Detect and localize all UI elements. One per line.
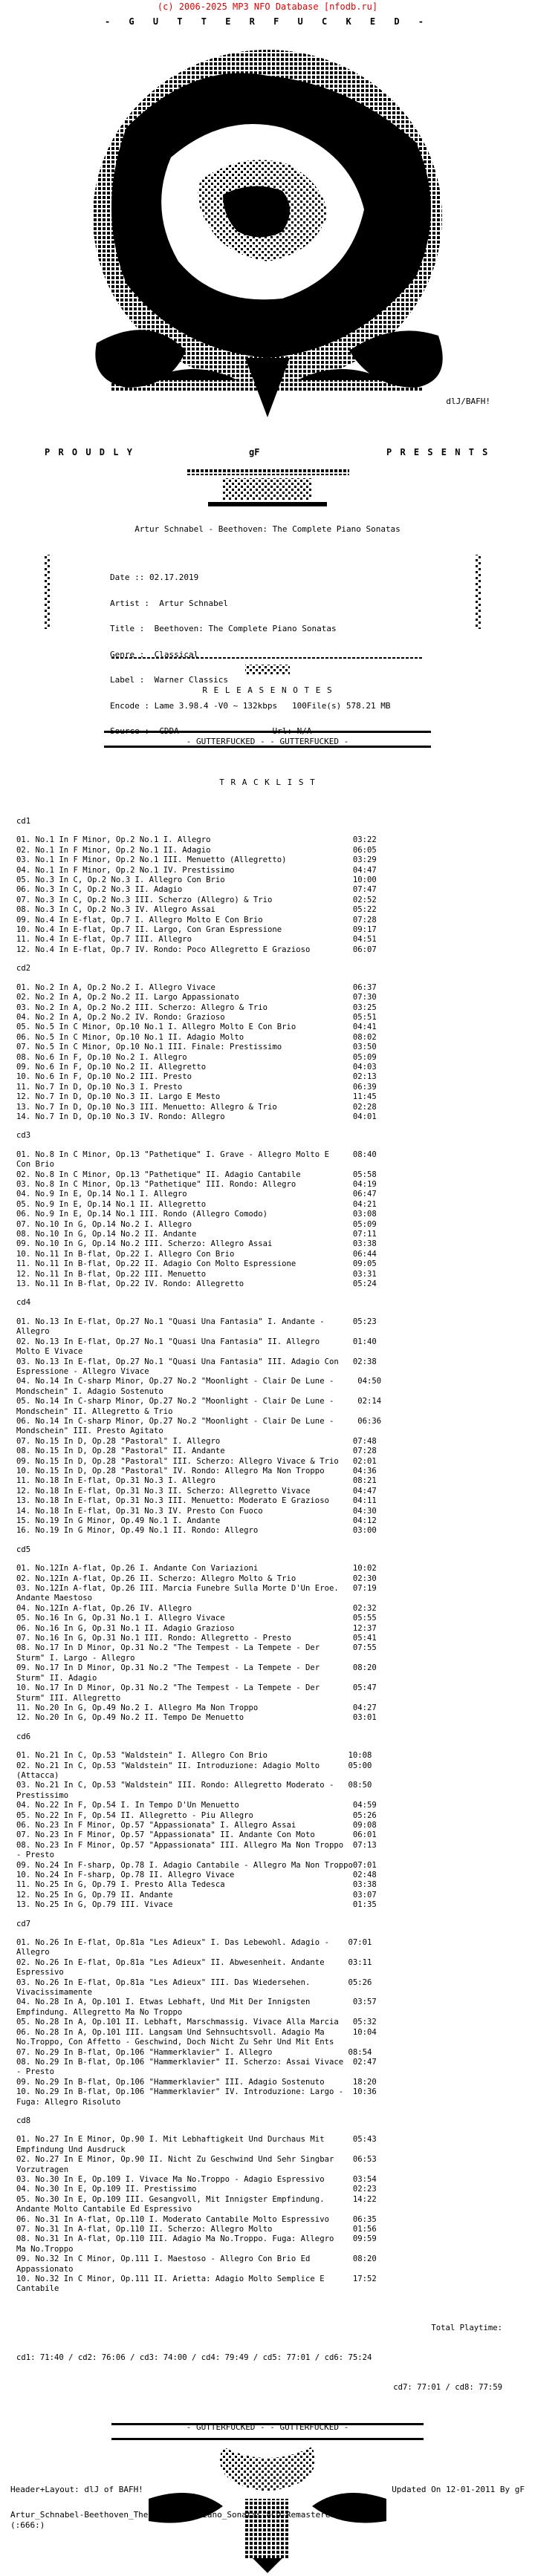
bottom-art-icon xyxy=(0,2417,535,2573)
track-row: Ma No.Troppo xyxy=(16,2244,74,2254)
track-row: 09. No.24 In F-sharp, Op.78 I. Adagio Cantabile - Allegro Ma Non Troppo07:01 xyxy=(16,1860,377,1870)
track-row: Prestissimo xyxy=(16,1790,69,1800)
footer-credit: Header+Layout: dlJ of BAFH! xyxy=(10,2485,143,2494)
track-row: 07. No.15 In D, Op.28 "Pastoral" I. Allegro 07:48 xyxy=(16,1436,377,1446)
track-row: 09. No.10 In G, Op.14 No.2 III. Scherzo: Allegro Assai 03:38 xyxy=(16,1239,377,1249)
track-row: 10. No.29 In B-flat, Op.106 "Hammerklavier" IV. Introduzione: Largo - 10:36 xyxy=(16,2087,377,2097)
total-line-2: cd7: 77:01 / cd8: 77:59 xyxy=(393,2383,502,2393)
track-row: 08. No.17 In D Minor, Op.31 No.2 "The Tempest - La Tempete - Der 07:55 xyxy=(16,1643,377,1653)
disc-block xyxy=(0,1298,535,1536)
release-artist: Artist : Artur Schnabel xyxy=(110,598,228,608)
track-row: 01. No.1 In F Minor, Op.2 No.1 I. Allegro 03:22 xyxy=(16,835,377,845)
track-row: Allegro xyxy=(16,1948,50,1957)
release-date: Date :: 02.17.2019 xyxy=(110,573,199,582)
track-row: 12. No.18 In E-flat, Op.31 No.3 II. Scherzo: Allegretto Vivace 04:47 xyxy=(16,1486,377,1496)
disc-block xyxy=(0,1131,535,1289)
track-row: 08. No.23 In F Minor, Op.57 "Appassionata" III. Allegro Ma Non Troppo 07:13 xyxy=(16,1840,377,1850)
track-row: 11. No.20 In G, Op.49 No.2 I. Allegro Ma Non Troppo 04:27 xyxy=(16,1703,377,1712)
track-row: 04. No.2 In A, Op.2 No.2 IV. Rondo: Grazioso 05:51 xyxy=(16,1012,377,1022)
track-row: 05. No.3 In C, Op.2 No.3 I. Allegro Con Brio 10:00 xyxy=(16,875,377,885)
disc-label: cd8 xyxy=(16,2116,31,2125)
track-row: 01. No.27 In E Minor, Op.90 I. Mit Lebhaftigkeit Und Durchaus Mit 05:43 xyxy=(16,2135,377,2145)
track-row: 06. No.5 In C Minor, Op.10 No.1 II. Adagio Molto 08:02 xyxy=(16,1032,377,1042)
track-row: 02. No.2 In A, Op.2 No.2 II. Largo Appassionato 07:30 xyxy=(16,993,377,1002)
release-label: Label : Warner Classics xyxy=(110,675,228,685)
track-row: 04. No.28 In A, Op.101 I. Etwas Lebhaft, Und Mit Der Innigsten 03:57 xyxy=(16,1998,377,2007)
disc-label: cd5 xyxy=(16,1545,31,1554)
track-row: 07. No.29 In B-flat, Op.106 "Hammerklavier" I. Allegro 08:54 xyxy=(16,2047,372,2057)
presents-label: P R E S E N T S xyxy=(386,447,490,457)
track-row: Sturm" II. Adagio xyxy=(16,1673,97,1683)
track-row: 04. No.1 In F Minor, Op.2 No.1 IV. Prestissimo 04:47 xyxy=(16,865,377,875)
track-row: 09. No.29 In B-flat, Op.106 "Hammerklavier" III. Adagio Sostenuto 18:20 xyxy=(16,2077,377,2087)
track-row: Sturm" III. Allegretto xyxy=(16,1693,121,1703)
track-row: Empfindung Und Ausdruck xyxy=(16,2145,126,2154)
track-row: 05. No.14 In C-sharp Minor, Op.27 No.2 "Moonlight - Clair De Lune - 02:14 xyxy=(16,1397,382,1406)
track-row: 11. No.7 In D, Op.10 No.3 I. Presto 06:39 xyxy=(16,1082,377,1092)
track-row: 10. No.24 In F-sharp, Op.78 II. Allegro Vivace 02:48 xyxy=(16,1871,377,1879)
track-row: Molto E Vivace xyxy=(16,1347,83,1357)
track-row: 10. No.17 In D Minor, Op.31 No.2 "The Tempest - La Tempete - Der 05:47 xyxy=(16,1683,377,1693)
track-row: 09. No.32 In C Minor, Op.111 I. Maestoso - Allegro Con Brio Ed 08:20 xyxy=(16,2254,377,2264)
track-row: Mondschein" III. Presto Agitato xyxy=(16,1426,163,1436)
track-row: 11. No.4 In E-flat, Op.7 III. Allegro 04:51 xyxy=(16,935,377,945)
track-row: Sturm" I. Largo - Allegro xyxy=(16,1653,135,1663)
track-row: Mondschein" II. Allegretto & Trio xyxy=(16,1406,173,1416)
footer-updated: Updated On 12-01-2011 By gF xyxy=(392,2485,525,2494)
track-row: Allegro xyxy=(16,1327,50,1337)
track-row: 05. No.22 In F, Op.54 II. Allegretto - Piu Allegro 05:26 xyxy=(16,1810,377,1820)
disc-block xyxy=(0,2116,535,2295)
track-row: 09. No.6 In F, Op.10 No.2 II. Allegretto 04:03 xyxy=(16,1062,377,1072)
track-row: 03. No.21 In C, Op.53 "Waldstein" III. Rondo: Allegretto Moderato - 08:50 xyxy=(16,1781,372,1790)
track-row: 07. No.10 In G, Op.14 No.2 I. Allegro 05:09 xyxy=(16,1219,377,1229)
track-row: 02. No.13 In E-flat, Op.27 No.1 "Quasi Una Fantasia" II. Allegro 01:40 xyxy=(16,1337,377,1346)
copyright-link[interactable]: (c) 2006-2025 MP3 NFO Database [nfodb.ru] xyxy=(157,1,378,12)
track-row: 01. No.2 In A, Op.2 No.2 I. Allegro Vivace 06:37 xyxy=(16,982,377,992)
track-row: 06. No.31 In A-flat, Op.110 I. Moderato Cantabile Molto Espressivo 06:35 xyxy=(16,2214,377,2224)
presents-line xyxy=(0,443,535,465)
track-row: 09. No.4 In E-flat, Op.7 I. Allegro Molto E Con Brio 07:28 xyxy=(16,915,377,925)
track-row: 08. No.10 In G, Op.14 No.2 II. Andante 07:11 xyxy=(16,1230,377,1239)
disc-label: cd2 xyxy=(16,964,31,974)
track-row: 02. No.12In A-flat, Op.26 II. Scherzo: Allegro Molto & Trio 02:30 xyxy=(16,1574,377,1583)
art-tag: dlJ/BAFH! xyxy=(446,397,490,406)
disc-label: cd3 xyxy=(16,1131,31,1141)
tracklist xyxy=(0,817,535,2295)
track-row: 10. No.4 In E-flat, Op.7 II. Largo, Con Gran Espressione 09:17 xyxy=(16,925,377,935)
track-row: 07. No.31 In A-flat, Op.110 II. Scherzo: Allegro Molto 01:56 xyxy=(16,2225,377,2234)
track-row: 05. No.30 In E, Op.109 III. Gesangvoll, Mit Innigster Empfindung. 14:22 xyxy=(16,2194,377,2204)
track-row: 12. No.7 In D, Op.10 No.3 II. Largo E Mesto 11:45 xyxy=(16,1092,377,1102)
track-row: 14. No.7 In D, Op.10 No.3 IV. Rondo: Allegro 04:01 xyxy=(16,1112,377,1121)
track-row: 03. No.12In A-flat, Op.26 III. Marcia Funebre Sulla Morte D'Un Eroe. 07:19 xyxy=(16,1584,377,1594)
track-row: 15. No.19 In G Minor, Op.49 No.1 I. Andante 04:12 xyxy=(16,1516,377,1525)
disc-label: cd6 xyxy=(16,1732,31,1741)
track-row: 16. No.19 In G Minor, Op.49 No.1 II. Rondo: Allegro 03:00 xyxy=(16,1526,377,1536)
track-row: 06. No.3 In C, Op.2 No.3 II. Adagio 07:47 xyxy=(16,885,377,895)
track-row: 01. No.21 In C, Op.53 "Waldstein" I. Allegro Con Brio 10:08 xyxy=(16,1751,372,1761)
track-row: 13. No.7 In D, Op.10 No.3 III. Menuetto: Allegro & Trio 02:28 xyxy=(16,1102,377,1112)
total-line: cd1: 71:40 / cd2: 76:06 / cd3: 74:00 / cd4: 79:49 / cd5: 77:01 / cd6: 75:24 xyxy=(16,2352,372,2362)
track-row: 01. No.8 In C Minor, Op.13 "Pathetique" I. Grave - Allegro Molto E 08:40 xyxy=(16,1150,377,1159)
release-encode: Encode : Lame 3.98.4 -V0 ~ 132kbps 100File(s) 578.21 MB xyxy=(110,700,391,711)
track-row: 11. No.25 In G, Op.79 I. Presto Alla Tedesca 03:38 xyxy=(16,1880,377,1890)
track-row: 01. No.13 In E-flat, Op.27 No.1 "Quasi Una Fantasia" I. Andante - 05:23 xyxy=(16,1317,377,1326)
track-row: 04. No.12In A-flat, Op.26 IV. Allegro 02:32 xyxy=(16,1603,377,1613)
track-row: Mondschein" I. Adagio Sostenuto xyxy=(16,1386,163,1396)
track-row: 02. No.8 In C Minor, Op.13 "Pathetique" II. Adagio Cantabile 05:58 xyxy=(16,1170,377,1179)
release-source: Source : CDDA Url: N/A xyxy=(110,726,312,736)
release-genre: Genre : Classical xyxy=(110,649,199,659)
track-row: 14. No.18 In E-flat, Op.31 No.3 IV. Presto Con Fuoco 04:30 xyxy=(16,1506,377,1516)
disc-block xyxy=(0,1920,535,2107)
disc-label: cd1 xyxy=(16,817,31,826)
release-notes-heading: R E L E A S E N O T E S xyxy=(202,685,333,695)
track-row: 03. No.13 In E-flat, Op.27 No.1 "Quasi Una Fantasia" III. Adagio Con 02:38 xyxy=(16,1357,377,1366)
track-row: 08. No.31 In A-flat, Op.110 III. Adagio Ma No.Troppo. Fuga: Allegro 09:59 xyxy=(16,2234,377,2244)
rose-art-icon xyxy=(0,31,535,432)
disc-label: cd4 xyxy=(16,1298,31,1308)
track-row: 07. No.16 In G, Op.31 No.1 III. Rondo: Allegretto - Presto 05:41 xyxy=(16,1634,377,1643)
track-row: Espressione - Allegro Vivace xyxy=(16,1366,149,1376)
track-row: 12. No.25 In G, Op.79 II. Andante 03:07 xyxy=(16,1890,377,1900)
track-row: 02. No.21 In C, Op.53 "Waldstein" II. Introduzione: Adagio Molto 05:00 xyxy=(16,1761,372,1770)
tracklist-heading: T R A C K L I S T xyxy=(219,777,316,787)
track-row: 01. No.26 In E-flat, Op.81a "Les Adieux" I. Das Lebewohl. Adagio - 07:01 xyxy=(16,1938,372,1948)
track-row: 01. No.12In A-flat, Op.26 I. Andante Con Variazioni 10:02 xyxy=(16,1564,377,1574)
track-row: Andante Molto Cantabile Ed Espressivo xyxy=(16,2205,192,2214)
track-row: 05. No.28 In A, Op.101 II. Lebhaft, Marschmassig. Vivace Alla Marcia 05:32 xyxy=(16,2018,377,2027)
disc-block xyxy=(0,1545,535,1724)
disc-label: cd7 xyxy=(16,1919,31,1928)
track-row: 04. No.9 In E, Op.14 No.1 I. Allegro 06:47 xyxy=(16,1190,377,1199)
track-row: 02. No.27 In E Minor, Op.90 II. Nicht Zu Geschwind Und Sehr Singbar 06:53 xyxy=(16,2155,377,2165)
track-row: 04. No.22 In F, Op.54 I. In Tempo D'Un Menuetto 04:59 xyxy=(16,1801,377,1810)
track-row: 04. No.30 In E, Op.109 II. Prestissimo 02:23 xyxy=(16,2185,377,2194)
track-row: 13. No.18 In E-flat, Op.31 No.3 III. Menuetto: Moderato E Grazioso 04:11 xyxy=(16,1496,377,1506)
track-row: 03. No.1 In F Minor, Op.2 No.1 III. Menuetto (Allegretto) 03:29 xyxy=(16,855,377,865)
track-row: 08. No.29 In B-flat, Op.106 "Hammerklavier" II. Scherzo: Assai Vivace 02:47 xyxy=(16,2057,377,2067)
track-row: 09. No.17 In D Minor, Op.31 No.2 "The Tempest - La Tempete - Der 08:20 xyxy=(16,1663,377,1673)
track-row: 11. No.11 In B-flat, Op.22 II. Adagio Con Molto Espressione 09:05 xyxy=(16,1259,377,1269)
group-title: - G U T T E R F U C K E D - xyxy=(104,16,431,27)
total-label: Total Playtime: xyxy=(431,2323,502,2332)
track-row: 07. No.23 In F Minor, Op.57 "Appassionata" II. Andante Con Moto 06:01 xyxy=(16,1830,377,1840)
track-row: 03. No.26 In E-flat, Op.81a "Les Adieux" III. Das Wiedersehen. 05:26 xyxy=(16,1977,372,1987)
track-row: 06. No.14 In C-sharp Minor, Op.27 No.2 "Moonlight - Clair De Lune - 06:36 xyxy=(16,1416,382,1426)
track-row: 03. No.8 In C Minor, Op.13 "Pathetique" III. Rondo: Allegro 04:19 xyxy=(16,1180,377,1189)
track-row: 12. No.4 In E-flat, Op.7 IV. Rondo: Poco Allegretto E Grazioso 06:07 xyxy=(16,945,377,954)
track-row: 13. No.11 In B-flat, Op.22 IV. Rondo: Allegretto 05:24 xyxy=(16,1279,377,1289)
track-row: 10. No.6 In F, Op.10 No.2 III. Presto 02:13 xyxy=(16,1072,377,1082)
track-row: Empfindung. Allegretto Ma No Troppo xyxy=(16,2007,183,2017)
track-row: 06. No.28 In A, Op.101 III. Langsam Und Sehnsuchtsvoll. Adagio Ma 10:04 xyxy=(16,2027,377,2037)
top-ascii-art xyxy=(0,27,535,443)
track-row: - Presto xyxy=(16,1851,55,1860)
track-row: 10. No.11 In B-flat, Op.22 I. Allegro Con Brio 06:44 xyxy=(16,1249,377,1259)
track-row: 11. No.18 In E-flat, Op.31 No.3 I. Allegro 08:21 xyxy=(16,1476,377,1486)
gf-banner-bottom: - GUTTERFUCKED - - GUTTERFUCKED - xyxy=(186,2422,349,2432)
track-row: Espressivo xyxy=(16,1968,64,1977)
track-row: 09. No.15 In D, Op.28 "Pastoral" III. Scherzo: Allegro Vivace & Trio 02:01 xyxy=(16,1456,377,1466)
track-row: Vorzutragen xyxy=(16,2165,69,2174)
footer-credits xyxy=(10,2485,525,2494)
track-row: 05. No.5 In C Minor, Op.10 No.1 I. Allegro Molto E Con Brio 04:41 xyxy=(16,1023,377,1032)
track-row: 13. No.25 In G, Op.79 III. Vivace 01:35 xyxy=(16,1900,377,1910)
track-row: 08. No.3 In C, Op.2 No.3 IV. Allegro Assai 05:22 xyxy=(16,905,377,915)
gf-label: gF xyxy=(249,447,260,457)
track-row: - Presto xyxy=(16,2067,55,2077)
track-row: 03. No.2 In A, Op.2 No.2 III. Scherzo: Allegro & Trio 03:25 xyxy=(16,1002,377,1012)
proudly-label: P R O U D L Y xyxy=(45,447,134,457)
disc-block xyxy=(0,1732,535,1911)
track-row: No.Troppo, Con Affetto - Geschwind, Doch Nicht Zu Sehr Und Mit Ents xyxy=(16,2038,334,2047)
divider-art-icon xyxy=(0,465,535,517)
disc-block xyxy=(0,964,535,1122)
track-row: Appassionato xyxy=(16,2264,74,2274)
track-row: Con Brio xyxy=(16,1160,55,1170)
track-row: Andante Maestoso xyxy=(16,1594,93,1603)
release-heading: Artur Schnabel - Beethoven: The Complete Piano Sonatas xyxy=(134,524,401,534)
track-row: 06. No.23 In F Minor, Op.57 "Appassionata" I. Allegro Assai 09:08 xyxy=(16,1820,377,1830)
total-playtime xyxy=(0,2303,535,2413)
track-row: 07. No.5 In C Minor, Op.10 No.1 III. Finale: Prestissimo 03:50 xyxy=(16,1043,377,1052)
track-row: Cantabile xyxy=(16,2284,59,2294)
track-row: 10. No.32 In C Minor, Op.111 II. Arietta: Adagio Molto Semplice E 17:52 xyxy=(16,2275,377,2284)
track-row: 05. No.16 In G, Op.31 No.1 I. Allegro Vivace 05:55 xyxy=(16,1614,377,1623)
track-row: (Attacca) xyxy=(16,1770,59,1780)
track-row: 04. No.14 In C-sharp Minor, Op.27 No.2 "Moonlight - Clair De Lune - 04:50 xyxy=(16,1377,382,1386)
footer-filename: Artur_Schnabel-Beethoven_The_Complete_Piano_Sonatas-8CD-Remastered-2016 xyxy=(10,2510,360,2520)
track-row: 12. No.11 In B-flat, Op.22 III. Menuetto 03:31 xyxy=(16,1269,377,1279)
track-row: Fuga: Allegro Risoluto xyxy=(16,2097,121,2107)
track-row: 06. No.9 In E, Op.14 No.1 III. Rondo (Allegro Comodo) 03:08 xyxy=(16,1210,377,1219)
track-row: Vivacissimamente xyxy=(16,1988,93,1998)
track-row: 10. No.15 In D, Op.28 "Pastoral" IV. Rondo: Allegro Ma Non Troppo 04:36 xyxy=(16,1466,377,1476)
release-title: Title : Beethoven: The Complete Piano Sonatas xyxy=(110,624,337,633)
disc-block xyxy=(0,817,535,955)
track-row: 08. No.15 In D, Op.28 "Pastoral" II. Andante 07:28 xyxy=(16,1447,377,1456)
track-row: 08. No.6 In F, Op.10 No.2 I. Allegro 05:09 xyxy=(16,1052,377,1062)
track-row: 05. No.9 In E, Op.14 No.1 II. Allegretto 04:21 xyxy=(16,1199,377,1209)
track-row: 12. No.20 In G, Op.49 No.2 II. Tempo De Menuetto 03:01 xyxy=(16,1713,377,1723)
track-row: 02. No.26 In E-flat, Op.81a "Les Adieux" II. Abwesenheit. Andante 03:11 xyxy=(16,1957,372,1967)
track-row: 03. No.30 In E, Op.109 I. Vivace Ma No.Troppo - Adagio Espressivo 03:54 xyxy=(16,2174,377,2184)
footer-end: (:666:) xyxy=(10,2520,45,2530)
track-row: 02. No.1 In F Minor, Op.2 No.1 II. Adagio 06:05 xyxy=(16,845,377,855)
track-row: 07. No.3 In C, Op.2 No.3 III. Scherzo (Allegro) & Trio 02:52 xyxy=(16,895,377,904)
track-row: 06. No.16 In G, Op.31 No.1 II. Adagio Grazioso 12:37 xyxy=(16,1623,377,1633)
gf-banner: - GUTTERFUCKED - - GUTTERFUCKED - xyxy=(186,737,349,746)
